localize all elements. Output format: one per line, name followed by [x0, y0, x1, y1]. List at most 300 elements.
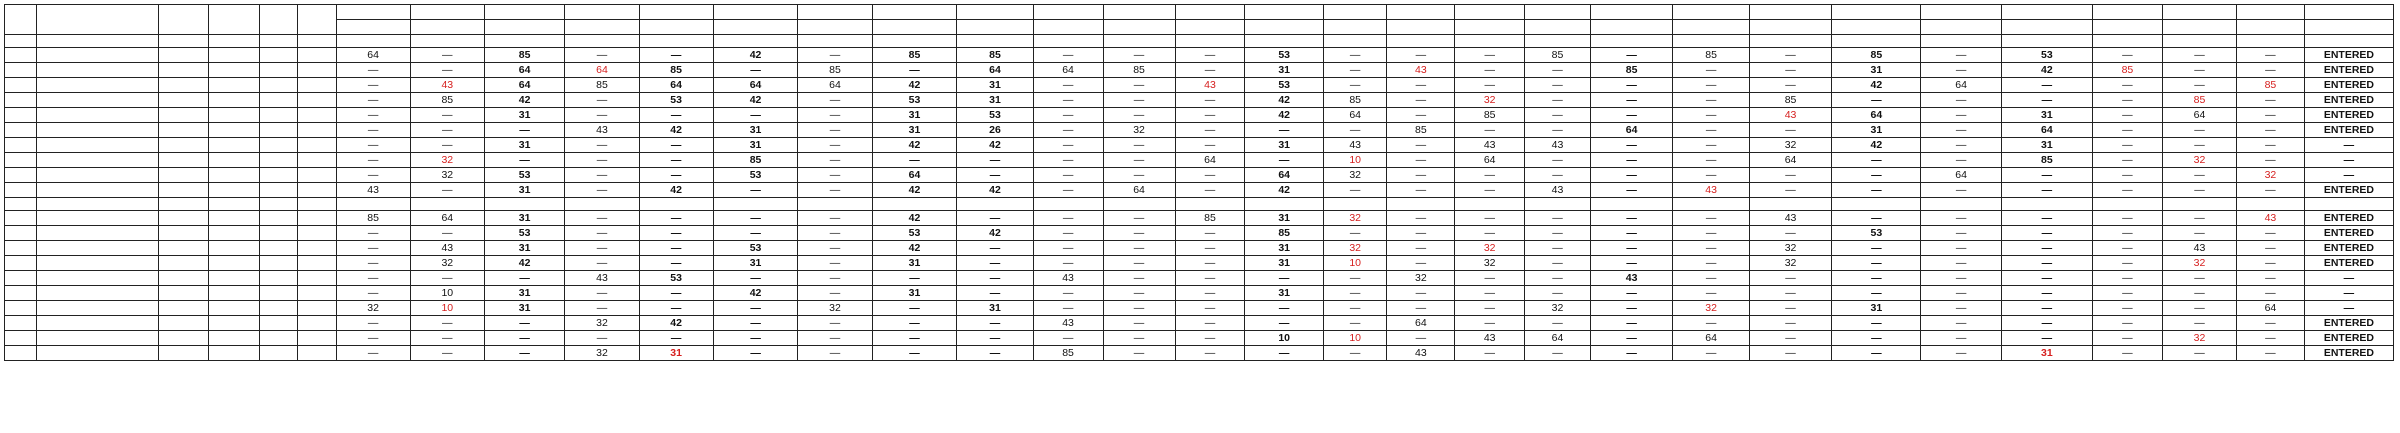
points-cell: — — [1673, 211, 1749, 226]
event-dates — [2237, 20, 2305, 35]
points-cell: 64 — [639, 78, 713, 93]
points-cell: — — [639, 301, 713, 316]
points-cell: 43 — [1749, 211, 1832, 226]
points-cell: — — [1103, 138, 1175, 153]
points-cell: — — [565, 183, 639, 198]
points-cell: 42 — [872, 211, 957, 226]
total-cell — [209, 48, 260, 63]
points-cell: — — [2162, 123, 2236, 138]
points-cell: — — [1921, 271, 2002, 286]
reg-cell — [298, 256, 336, 271]
points-cell: — — [565, 301, 639, 316]
points-cell: — — [957, 168, 1033, 183]
event-name — [639, 5, 713, 20]
points-cell: — — [1387, 331, 1455, 346]
points-cell: — — [1103, 301, 1175, 316]
points-cell: 31 — [1832, 123, 1921, 138]
pos-cell — [5, 168, 37, 183]
points-cell: 85 — [1525, 48, 1591, 63]
points-cell: — — [1175, 286, 1245, 301]
points-cell: — — [410, 316, 484, 331]
points-cell: — — [336, 241, 410, 256]
points-cell: 42 — [484, 256, 565, 271]
points-cell: — — [1033, 226, 1103, 241]
points-cell: — — [2162, 63, 2236, 78]
pos-cell — [5, 123, 37, 138]
points-cell: — — [1921, 153, 2002, 168]
points-cell: — — [2237, 256, 2305, 271]
pos-cell — [5, 63, 37, 78]
points-cell: — — [2092, 286, 2162, 301]
points-cell: — — [2092, 138, 2162, 153]
class-cell — [158, 153, 209, 168]
points-cell: — — [1525, 316, 1591, 331]
points-cell: 53 — [713, 168, 798, 183]
points-cell: — — [1323, 123, 1387, 138]
points-cell: 42 — [872, 138, 957, 153]
points-cell: — — [957, 286, 1033, 301]
points-cell: 31 — [957, 93, 1033, 108]
points-cell: 43 — [1387, 63, 1455, 78]
points-cell: — — [2092, 108, 2162, 123]
points-cell: — — [1921, 138, 2002, 153]
total-cell — [209, 286, 260, 301]
points-cell: — — [2237, 123, 2305, 138]
points-cell: — — [1245, 346, 1323, 361]
points-cell: — — [1673, 256, 1749, 271]
event-name — [2092, 5, 2162, 20]
points-cell: — — [1590, 48, 1673, 63]
event-name — [1387, 5, 1455, 20]
points-cell: 64 — [2237, 301, 2305, 316]
points-cell: 26 — [957, 123, 1033, 138]
points-cell: — — [1323, 183, 1387, 198]
points-cell: — — [1525, 108, 1591, 123]
points-cell: 85 — [1749, 93, 1832, 108]
points-cell: — — [798, 241, 872, 256]
event-name — [1245, 5, 1323, 20]
pos-cell — [5, 316, 37, 331]
points-cell: 31 — [1832, 63, 1921, 78]
event-dates — [2092, 20, 2162, 35]
points-cell: — — [798, 346, 872, 361]
points-cell: 53 — [1245, 78, 1323, 93]
points-cell: — — [1455, 63, 1525, 78]
points-cell: — — [336, 138, 410, 153]
points-cell: — — [2092, 183, 2162, 198]
driver-row — [5, 286, 2394, 301]
points-cell: — — [1033, 286, 1103, 301]
points-cell: 43 — [1323, 138, 1387, 153]
points-cell: 85 — [2237, 78, 2305, 93]
points-cell: — — [1921, 331, 2002, 346]
driver-name — [36, 346, 158, 361]
points-cell: — — [1921, 93, 2002, 108]
points-cell: 53 — [639, 271, 713, 286]
points-cell: 32 — [1103, 123, 1175, 138]
total-cell — [209, 256, 260, 271]
points-cell: — — [2092, 256, 2162, 271]
points-cell: ENTERED — [2304, 241, 2393, 256]
points-cell: — — [2237, 153, 2305, 168]
event-dates — [639, 20, 713, 35]
points-cell: 64 — [1387, 316, 1455, 331]
points-cell: — — [639, 48, 713, 63]
points-cell: — — [1175, 108, 1245, 123]
points-cell: — — [1387, 48, 1455, 63]
points-cell: ENTERED — [2304, 211, 2393, 226]
points-cell: — — [1590, 256, 1673, 271]
points-cell: 53 — [872, 226, 957, 241]
points-cell: 85 — [639, 63, 713, 78]
points-cell: — — [1525, 226, 1591, 241]
class-cell — [158, 241, 209, 256]
points-cell: — — [1175, 63, 1245, 78]
points-cell: — — [565, 331, 639, 346]
points-cell: — — [872, 331, 957, 346]
reg-cell — [298, 286, 336, 301]
points-cell: — — [798, 108, 872, 123]
points-cell: — — [1673, 241, 1749, 256]
points-cell: — — [1921, 63, 2002, 78]
points-cell: 31 — [872, 108, 957, 123]
points-cell: 53 — [484, 226, 565, 241]
points-cell: 64 — [1921, 78, 2002, 93]
points-cell: 31 — [713, 123, 798, 138]
points-cell: — — [957, 211, 1033, 226]
header-nat — [260, 5, 298, 35]
pos-cell — [5, 108, 37, 123]
points-cell: — — [336, 346, 410, 361]
points-cell: — — [1033, 108, 1103, 123]
event-name — [1175, 5, 1245, 20]
points-cell: — — [1033, 123, 1103, 138]
points-cell: — — [484, 153, 565, 168]
points-cell: — — [336, 168, 410, 183]
points-cell: 42 — [957, 183, 1033, 198]
points-cell: — — [2092, 331, 2162, 346]
points-cell: — — [2092, 153, 2162, 168]
total-cell — [209, 226, 260, 241]
points-cell: 85 — [484, 48, 565, 63]
points-cell: 64 — [1673, 331, 1749, 346]
points-cell: — — [2162, 316, 2236, 331]
reg-cell — [298, 331, 336, 346]
points-cell: — — [1175, 256, 1245, 271]
points-cell: 31 — [872, 123, 957, 138]
points-cell: 43 — [410, 241, 484, 256]
points-cell: — — [1175, 48, 1245, 63]
points-cell: — — [1749, 331, 1832, 346]
points-cell: 31 — [484, 138, 565, 153]
points-cell: — — [1103, 153, 1175, 168]
points-cell: — — [565, 138, 639, 153]
points-cell: — — [713, 183, 798, 198]
points-cell: ENTERED — [2304, 316, 2393, 331]
points-cell: 32 — [798, 301, 872, 316]
points-cell: — — [1387, 256, 1455, 271]
event-dates — [1387, 20, 1455, 35]
points-cell: ENTERED — [2304, 108, 2393, 123]
points-cell: — — [713, 301, 798, 316]
points-cell: 42 — [872, 241, 957, 256]
points-cell: — — [957, 346, 1033, 361]
driver-name — [36, 316, 158, 331]
points-cell: 43 — [1387, 346, 1455, 361]
points-cell: — — [1590, 346, 1673, 361]
total-cell — [209, 183, 260, 198]
points-cell: — — [1103, 108, 1175, 123]
points-cell: — — [1832, 93, 1921, 108]
event-name — [2162, 5, 2236, 20]
points-cell: — — [565, 226, 639, 241]
points-cell: — — [1103, 48, 1175, 63]
points-cell: — — [1103, 78, 1175, 93]
event-name — [2001, 5, 2092, 20]
points-cell: — — [798, 316, 872, 331]
points-cell: 42 — [713, 286, 798, 301]
points-cell: — — [2001, 241, 2092, 256]
nat-cell — [260, 346, 298, 361]
points-cell: ENTERED — [2304, 346, 2393, 361]
points-cell: — — [1175, 183, 1245, 198]
points-cell: — — [713, 271, 798, 286]
pos-cell — [5, 346, 37, 361]
points-cell: — — [1749, 346, 1832, 361]
nat-cell — [260, 211, 298, 226]
points-cell: 31 — [957, 301, 1033, 316]
points-cell: 31 — [639, 346, 713, 361]
points-cell: — — [1832, 241, 1921, 256]
points-cell: — — [2162, 226, 2236, 241]
points-cell: — — [1175, 168, 1245, 183]
points-cell: — — [872, 153, 957, 168]
points-cell: — — [2237, 331, 2305, 346]
driver-name — [36, 123, 158, 138]
points-cell: — — [957, 271, 1033, 286]
points-cell: 32 — [410, 153, 484, 168]
points-cell: — — [1832, 286, 1921, 301]
points-cell: — — [1832, 211, 1921, 226]
points-cell: — — [336, 331, 410, 346]
event-dates — [957, 20, 1033, 35]
pos-cell — [5, 286, 37, 301]
reg-cell — [298, 211, 336, 226]
points-cell: — — [1525, 346, 1591, 361]
class-cell — [158, 316, 209, 331]
points-cell: 32 — [1455, 241, 1525, 256]
points-cell: — — [1387, 78, 1455, 93]
points-cell: — — [2092, 226, 2162, 241]
points-cell: 32 — [1749, 138, 1832, 153]
event-name — [872, 5, 957, 20]
points-cell: 42 — [1245, 93, 1323, 108]
points-cell: — — [1175, 93, 1245, 108]
points-cell: 32 — [1455, 256, 1525, 271]
points-cell: — — [2162, 183, 2236, 198]
points-cell: — — [2162, 168, 2236, 183]
points-cell: — — [1175, 316, 1245, 331]
points-cell: 31 — [2001, 346, 2092, 361]
points-cell: — — [1103, 256, 1175, 271]
points-cell: — — [1323, 48, 1387, 63]
points-cell: 10 — [410, 301, 484, 316]
points-cell: — — [2304, 271, 2393, 286]
points-cell: — — [565, 48, 639, 63]
points-cell: ENTERED — [2304, 123, 2393, 138]
driver-row — [5, 316, 2394, 331]
points-cell: 43 — [2237, 211, 2305, 226]
points-cell: — — [2237, 48, 2305, 63]
event-dates — [872, 20, 957, 35]
points-cell: 32 — [410, 168, 484, 183]
points-cell: — — [410, 108, 484, 123]
points-cell: — — [1387, 241, 1455, 256]
points-cell: — — [410, 48, 484, 63]
points-cell: 53 — [713, 241, 798, 256]
points-cell: — — [2092, 346, 2162, 361]
points-cell: — — [1103, 226, 1175, 241]
points-cell: — — [2162, 138, 2236, 153]
event-name — [1103, 5, 1175, 20]
points-cell: — — [1590, 93, 1673, 108]
points-cell: 10 — [410, 286, 484, 301]
points-cell: — — [484, 331, 565, 346]
driver-row — [5, 183, 2394, 198]
points-cell: — — [1455, 226, 1525, 241]
driver-name — [36, 286, 158, 301]
points-cell: — — [713, 226, 798, 241]
points-cell: — — [798, 123, 872, 138]
points-cell: — — [2237, 63, 2305, 78]
points-cell: — — [336, 78, 410, 93]
points-cell: — — [1921, 301, 2002, 316]
points-cell: — — [1749, 78, 1832, 93]
points-cell: — — [713, 316, 798, 331]
points-cell: — — [872, 63, 957, 78]
points-cell: — — [798, 138, 872, 153]
points-cell: — — [957, 241, 1033, 256]
points-cell: 43 — [1749, 108, 1832, 123]
points-cell: — — [1590, 316, 1673, 331]
points-cell: — — [1455, 286, 1525, 301]
points-cell: 42 — [957, 226, 1033, 241]
nat-cell — [260, 256, 298, 271]
driver-name — [36, 183, 158, 198]
total-cell — [209, 153, 260, 168]
points-cell: — — [1033, 93, 1103, 108]
header-class — [158, 5, 209, 35]
driver-row — [5, 241, 2394, 256]
points-cell: — — [410, 183, 484, 198]
points-cell: 43 — [1525, 138, 1591, 153]
points-cell: — — [1525, 211, 1591, 226]
points-cell: — — [713, 331, 798, 346]
points-cell: 64 — [1103, 183, 1175, 198]
points-cell: — — [2162, 346, 2236, 361]
points-cell: — — [1033, 331, 1103, 346]
points-cell: — — [1387, 93, 1455, 108]
reg-cell — [298, 138, 336, 153]
points-cell: 64 — [1245, 168, 1323, 183]
points-cell: — — [1673, 138, 1749, 153]
points-cell: — — [2237, 183, 2305, 198]
points-cell: 42 — [872, 78, 957, 93]
driver-name — [36, 93, 158, 108]
points-cell: — — [2237, 226, 2305, 241]
points-cell: — — [2001, 286, 2092, 301]
points-cell: 64 — [957, 63, 1033, 78]
points-cell: 85 — [1590, 63, 1673, 78]
pos-cell — [5, 241, 37, 256]
nat-cell — [260, 316, 298, 331]
points-cell: — — [1323, 63, 1387, 78]
points-cell: — — [1749, 286, 1832, 301]
points-cell: 64 — [798, 78, 872, 93]
points-cell: — — [1673, 346, 1749, 361]
points-cell: — — [1832, 168, 1921, 183]
event-name — [410, 5, 484, 20]
points-cell: — — [1525, 286, 1591, 301]
points-cell: — — [1590, 78, 1673, 93]
event-name — [1921, 5, 2002, 20]
points-cell: — — [336, 93, 410, 108]
points-cell: — — [1749, 226, 1832, 241]
points-cell: 32 — [1323, 168, 1387, 183]
points-cell: 32 — [1525, 301, 1591, 316]
points-cell: 64 — [1832, 108, 1921, 123]
points-cell: — — [2162, 301, 2236, 316]
pos-cell — [5, 78, 37, 93]
event-name — [2304, 5, 2393, 20]
driver-name — [36, 153, 158, 168]
points-cell: — — [1245, 153, 1323, 168]
points-cell: — — [1673, 168, 1749, 183]
event-dates — [1455, 20, 1525, 35]
points-cell: — — [1033, 168, 1103, 183]
points-cell: 43 — [1033, 316, 1103, 331]
points-cell: — — [1387, 286, 1455, 301]
points-cell: — — [1103, 241, 1175, 256]
points-cell: — — [1921, 123, 2002, 138]
pos-cell — [5, 183, 37, 198]
points-cell: 85 — [2001, 153, 2092, 168]
points-cell: 43 — [1673, 183, 1749, 198]
driver-row — [5, 108, 2394, 123]
points-cell: — — [1832, 256, 1921, 271]
points-cell: 43 — [565, 123, 639, 138]
points-cell: — — [2092, 316, 2162, 331]
spacer-row — [5, 198, 2394, 211]
points-cell: 32 — [2237, 168, 2305, 183]
points-cell: 42 — [484, 93, 565, 108]
points-cell: — — [410, 346, 484, 361]
points-cell: 64 — [1323, 108, 1387, 123]
points-cell: — — [798, 331, 872, 346]
class-cell — [158, 211, 209, 226]
reg-cell — [298, 271, 336, 286]
points-cell: 85 — [957, 48, 1033, 63]
points-cell: ENTERED — [2304, 93, 2393, 108]
points-cell: — — [798, 286, 872, 301]
points-cell: — — [1103, 211, 1175, 226]
points-cell: — — [798, 211, 872, 226]
points-cell: — — [2092, 48, 2162, 63]
event-dates — [1175, 20, 1245, 35]
driver-row — [5, 48, 2394, 63]
event-name — [1033, 5, 1103, 20]
reg-cell — [298, 301, 336, 316]
